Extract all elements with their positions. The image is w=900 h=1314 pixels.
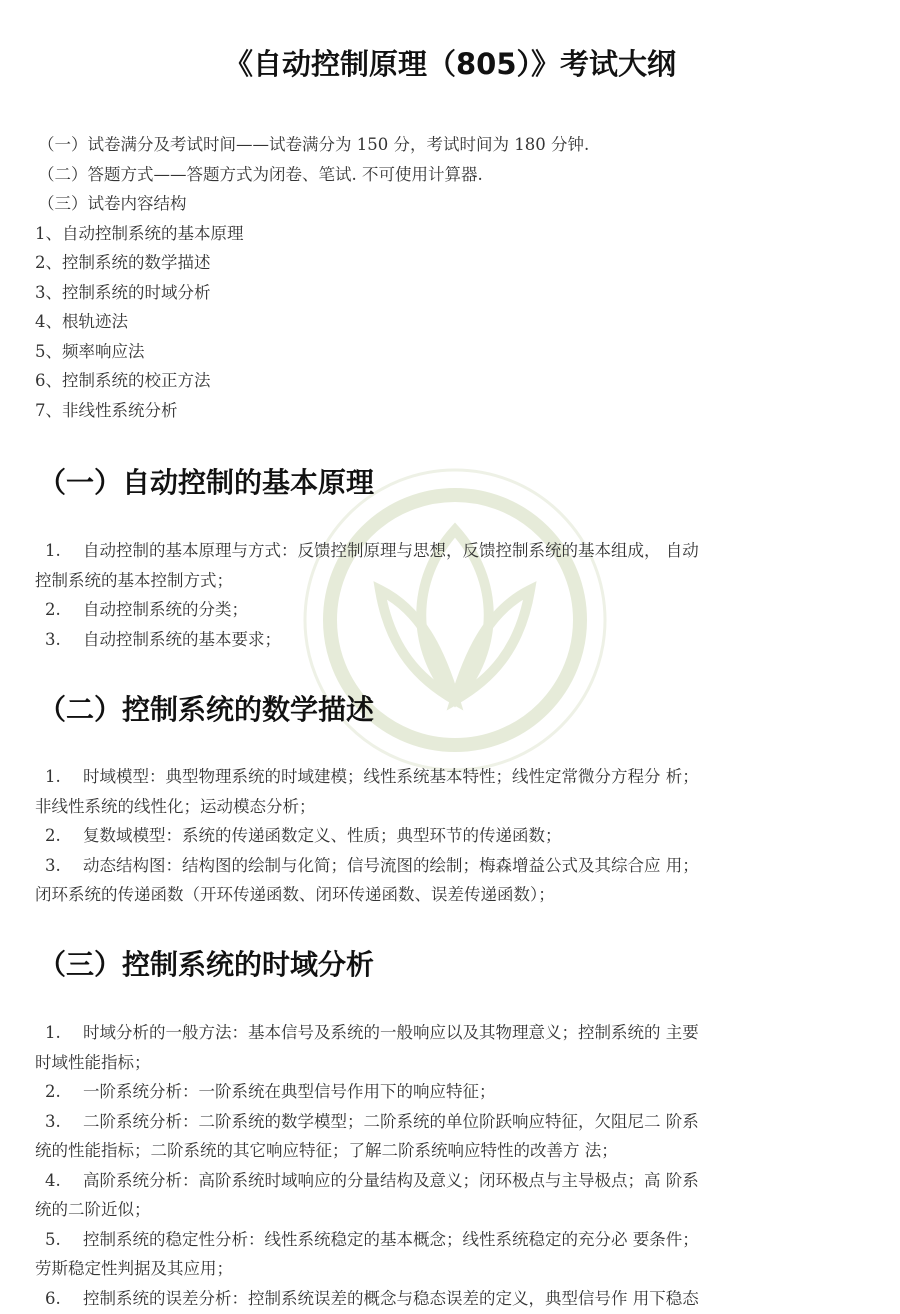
intro-line: （二）答题方式——答题方式为闭卷、笔试. 不可使用计算器.	[38, 164, 483, 184]
structure-item: 5、频率响应法	[35, 341, 145, 361]
item-text: 时域性能指标；	[35, 1052, 151, 1072]
item-text: 动态结构图：结构图的绘制与化简；信号流图的绘制；梅森增益公式及其综合应 用；	[83, 855, 699, 875]
intro-block	[35, 130, 865, 425]
item-text: 二阶系统分析：二阶系统的数学模型；二阶系统的单位阶跃响应特征，欠阻尼二 阶系	[83, 1111, 699, 1131]
outline-item	[35, 536, 865, 566]
outline-item-continuation	[35, 1048, 865, 1078]
outline-item-continuation	[35, 880, 865, 910]
item-number: 3.	[45, 855, 61, 875]
item-number: 2.	[45, 826, 61, 845]
outline-item-continuation	[35, 1254, 865, 1284]
outline-item	[35, 1225, 865, 1255]
item-text: 非线性系统的线性化；运动模态分析；	[35, 796, 316, 816]
item-number: 4.	[45, 1170, 61, 1190]
intro-line: （三）试卷内容结构	[38, 194, 187, 213]
outline-item	[35, 1107, 865, 1137]
section-heading: （三）控制系统的时域分析	[38, 948, 375, 981]
item-number: 2.	[45, 1082, 61, 1101]
outline-item	[35, 1166, 865, 1196]
item-number: 2.	[45, 600, 61, 619]
item-text: 自动控制系统的分类；	[83, 600, 248, 619]
outline-item	[35, 1284, 865, 1314]
outline-item	[35, 625, 865, 655]
item-number: 3.	[45, 1111, 61, 1131]
item-text: 高阶系统分析：高阶系统时域响应的分量结构及意义；闭环极点与主导极点；高 阶系	[83, 1170, 699, 1190]
outline-item-continuation	[35, 1195, 865, 1225]
section-body	[35, 762, 865, 910]
item-number: 6.	[45, 1288, 61, 1308]
item-number: 1.	[45, 1023, 61, 1042]
structure-item: 6、控制系统的校正方法	[35, 371, 211, 390]
structure-item: 3、控制系统的时域分析	[35, 282, 211, 302]
item-number: 5.	[45, 1229, 61, 1249]
structure-item: 1、自动控制系统的基本原理	[35, 223, 244, 243]
item-text: 复数域模型：系统的传递函数定义、性质；典型环节的传递函数；	[83, 826, 562, 845]
item-text: 控制系统的基本控制方式；	[35, 570, 233, 590]
item-text: 统的性能指标；二阶系统的其它响应特征；了解二阶系统响应特性的改善方 法；	[35, 1141, 618, 1160]
item-text: 控制系统的稳定性分析：线性系统稳定的基本概念；线性系统稳定的充分必 要条件；	[83, 1229, 699, 1249]
item-text: 控制系统的误差分析：控制系统误差的概念与稳态误差的定义，典型信号作 用下稳态	[83, 1288, 699, 1308]
outline-item	[35, 851, 865, 881]
item-text: 闭环系统的传递函数（开环传递函数、闭环传递函数、误差传递函数）；	[35, 885, 555, 904]
item-text: 自动控制系统的基本要求；	[83, 629, 281, 649]
item-number: 3.	[45, 629, 61, 649]
outline-item	[35, 1077, 865, 1107]
item-text: 统的二阶近似；	[35, 1200, 151, 1219]
section-heading: （二）控制系统的数学描述	[38, 693, 375, 726]
section-body	[35, 1018, 865, 1313]
outline-item	[35, 762, 865, 792]
section-body	[35, 536, 865, 654]
item-text: 时域分析的一般方法：基本信号及系统的一般响应以及其物理意义；控制系统的 主要	[83, 1023, 699, 1042]
item-number: 1.	[45, 767, 61, 786]
outline-item-continuation	[35, 566, 865, 596]
outline-item	[35, 595, 865, 625]
outline-item-continuation	[35, 1136, 865, 1166]
structure-item: 4、根轨迹法	[35, 312, 128, 331]
section-heading: （一）自动控制的基本原理	[38, 466, 375, 499]
document-title: 《自动控制原理（805）》考试大纲	[223, 47, 677, 81]
outline-item-continuation	[35, 792, 865, 822]
structure-item: 2、控制系统的数学描述	[35, 253, 211, 272]
intro-line: （一）试卷满分及考试时间——试卷满分为 150 分，考试时间为 180 分钟.	[38, 135, 590, 154]
outline-item	[35, 1018, 865, 1048]
item-text: 时域模型：典型物理系统的时域建模；线性系统基本特性；线性定常微分方程分 析；	[83, 767, 699, 786]
item-number: 1.	[45, 541, 61, 560]
structure-item: 7、非线性系统分析	[35, 400, 178, 420]
outline-item	[35, 821, 865, 851]
item-text: 劳斯稳定性判据及其应用；	[35, 1259, 233, 1278]
item-text: 一阶系统分析：一阶系统在典型信号作用下的响应特征；	[83, 1082, 496, 1101]
item-text: 自动控制的基本原理与方式：反馈控制原理与思想，反馈控制系统的基本组成， 自动	[83, 541, 699, 560]
